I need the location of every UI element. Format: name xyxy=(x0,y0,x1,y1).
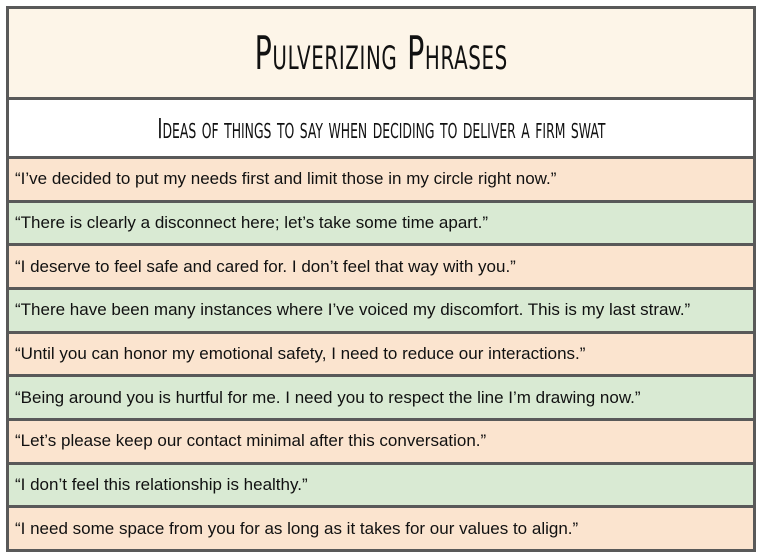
phrase-row: “There is clearly a disconnect here; let’s take some time apart.” xyxy=(9,203,753,247)
page-title: Pulverizing Phrases xyxy=(254,26,508,80)
phrase-row: “I need some space from you for as long as it takes for our values to align.” xyxy=(9,508,753,549)
phrase-row: “I’ve decided to put my needs first and limit those in my circle right now.” xyxy=(9,159,753,203)
page-subtitle: Ideas of things to say when deciding to deliver a firm swat xyxy=(156,111,606,145)
phrase-row: “I don’t feel this relationship is healthy.” xyxy=(9,465,753,509)
phrase-row: “Until you can honor my emotional safety, I need to reduce our interactions.” xyxy=(9,334,753,378)
phrase-row: “I deserve to feel safe and cared for. I don’t feel that way with you.” xyxy=(9,246,753,290)
phrase-list xyxy=(9,159,753,549)
phrase-row: “Let’s please keep our contact minimal after this conversation.” xyxy=(9,421,753,465)
phrase-row: “Being around you is hurtful for me. I need you to respect the line I’m drawing now.” xyxy=(9,377,753,421)
phrase-row: “There have been many instances where I’ve voiced my discomfort. This is my last straw.” xyxy=(9,290,753,334)
subtitle-banner xyxy=(9,100,753,159)
title-banner xyxy=(9,9,753,100)
phrases-table xyxy=(6,6,756,552)
